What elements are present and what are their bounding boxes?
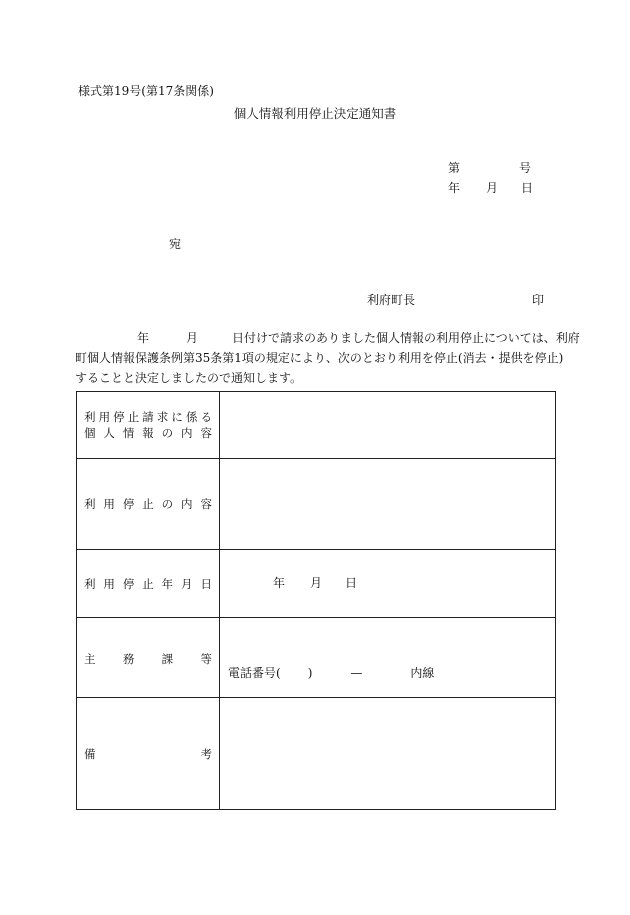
phone-row (228, 666, 434, 680)
label-char: 報 (142, 426, 154, 440)
label-char: 内 (181, 497, 193, 511)
label-char: 止 (142, 576, 154, 591)
table-row (77, 698, 556, 810)
label-char: 等 (200, 652, 212, 666)
form-number-label: 様式第19号(第17条関係) (78, 84, 214, 98)
date-month: 月 (486, 181, 499, 195)
value-cell-suspension-content[interactable] (220, 459, 556, 550)
label-char: 年 (161, 576, 174, 591)
label-char: 利 (84, 497, 96, 511)
label-char: 止 (142, 497, 154, 511)
value-cell-department[interactable] (220, 618, 556, 698)
label-suspension-content (84, 496, 212, 512)
label-char: 停 (122, 576, 135, 591)
number-prefix: 第 (448, 161, 461, 175)
label-char: 月 (181, 576, 193, 591)
phone-dash: — (350, 666, 363, 680)
label-char: 利 (84, 576, 96, 591)
table-date-year: 年 (273, 575, 286, 590)
phone-close: ) (307, 666, 313, 680)
label-char: 止 (127, 410, 140, 424)
document-title: 個人情報利用停止決定通知書 (233, 106, 397, 121)
label-char: 内 (181, 426, 193, 440)
notice-body (75, 328, 580, 388)
number-suffix: 号 (519, 161, 532, 175)
label-suspension-date (84, 576, 212, 592)
label-cell-request-content (77, 392, 220, 459)
table-date-day: 日 (345, 575, 358, 590)
body-year: 年 (137, 331, 150, 345)
label-cell-department (77, 618, 220, 698)
label-char: の (161, 426, 174, 440)
label-char: 容 (200, 426, 212, 440)
label-char: 利 (84, 410, 96, 424)
label-char: 務 (122, 652, 135, 666)
table-row (77, 392, 556, 459)
sender-name: 利府町長 (367, 293, 416, 307)
label-char: 人 (103, 426, 115, 440)
value-cell-remarks[interactable] (220, 698, 556, 810)
label-department (84, 651, 212, 667)
label-char: 情 (122, 426, 135, 440)
date-year: 年 (448, 181, 461, 195)
body-line-1-text: 日付けで請求のありました個人情報の利用停止については、利府 (232, 331, 580, 345)
body-line-3: することと決定しましたので通知します。 (75, 371, 303, 385)
label-char: 主 (84, 652, 96, 666)
label-char: 求 (156, 410, 169, 424)
label-char: 備 (84, 746, 96, 761)
label-char: 考 (200, 746, 212, 761)
label-char: 用 (103, 576, 115, 591)
label-char: 課 (161, 652, 174, 666)
value-cell-request-content[interactable] (220, 392, 556, 459)
label-char: 個 (84, 426, 96, 440)
table-row (77, 550, 556, 618)
table-date-month: 月 (310, 575, 323, 590)
label-char: の (161, 497, 174, 511)
body-line-1 (75, 328, 580, 348)
label-cell-suspension-content (77, 459, 220, 550)
label-char: 日 (200, 576, 212, 591)
value-cell-suspension-date[interactable] (220, 550, 556, 618)
date-day: 日 (521, 181, 534, 195)
label-char: に (171, 410, 183, 424)
label-char: 停 (113, 410, 125, 424)
table-row (77, 459, 556, 550)
label-request-line-2 (84, 425, 212, 441)
label-cell-suspension-date (77, 550, 220, 618)
phone-label: 電話番号( (228, 666, 281, 680)
table-row (77, 618, 556, 698)
label-char: 用 (98, 410, 111, 424)
body-month: 月 (186, 331, 199, 345)
label-char: る (200, 410, 212, 424)
notice-table (76, 391, 556, 810)
phone-extension: 内線 (410, 666, 435, 680)
label-char: 用 (103, 497, 115, 511)
label-char: 容 (200, 497, 212, 511)
label-request-line-1 (84, 409, 212, 425)
recipient-suffix: 宛 (169, 237, 182, 251)
label-char: 停 (122, 497, 135, 511)
label-remarks (84, 746, 212, 762)
label-cell-remarks (77, 698, 220, 810)
seal-mark: 印 (532, 293, 545, 307)
label-char: 請 (142, 410, 154, 424)
body-line-2: 町個人情報保護条例第35条第1項の規定により、次のとおり利用を停止(消去・提供を停止) (75, 351, 564, 365)
label-char: 係 (185, 410, 198, 424)
